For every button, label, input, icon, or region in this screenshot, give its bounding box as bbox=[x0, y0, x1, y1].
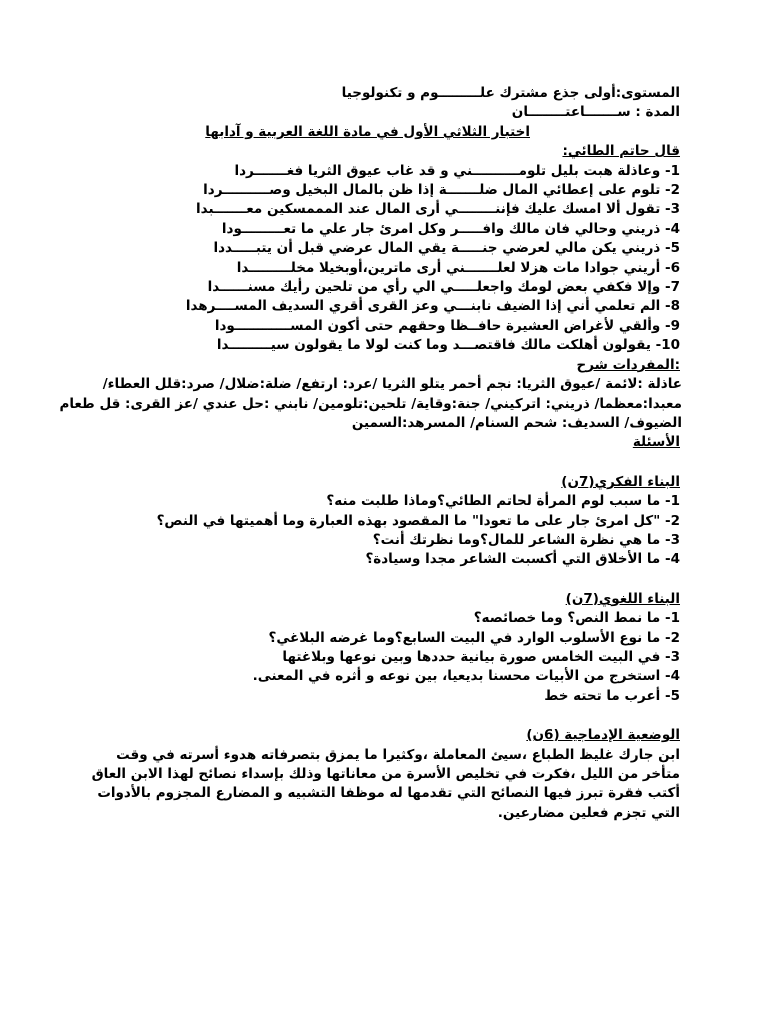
verse-line: 4- ذريني وحالي فان مالك وافـــــر وكل امرئ جار علي ما تعـــــــــودا bbox=[221, 220, 680, 237]
question-item: 4- استخرج من الأبيات محسنا بديعيا، بين نوعه و أثره في المعنى. bbox=[252, 668, 680, 685]
vocab-line: عاذلة :لائمة /عيوق الثريا: نجم أحمر يتلو الثريا /عرد: ارتفع/ ضلة:ضلال/ صرد:قلل العطاء/ bbox=[102, 376, 682, 393]
verse-line: 10- يقولون أهلكت مالك فاقتصـــد وما كنت لولا ما يقولون سيـــــــــدا bbox=[216, 337, 680, 354]
verse-line: 6- أريني جوادا مات هزلا لعلـــــــني أرى ماترين،أوبخيلا مخلـــــــــدا bbox=[236, 259, 680, 276]
poem-heading: قال حاتم الطائي: bbox=[562, 143, 680, 160]
section-heading-language: البناء اللغوي(7ن) bbox=[565, 590, 680, 607]
question-item: 5- أعرب ما تحته خط bbox=[544, 687, 680, 704]
question-item: 2- "كل امرئ جار على ما تعودا" ما المقصود بهذه العبارة وما أهميتها في النص؟ bbox=[156, 512, 680, 529]
vocab-line: الضيوف/ السديف: شحم السنام/ المسرهد:السمين bbox=[351, 414, 682, 431]
vocab-line: معبدا:معظما/ ذريني: اتركيني/ جنة:وقاية/ تلحين:تلومين/ نابني :حل عندي /عز القرى: قل طعام bbox=[59, 395, 682, 412]
question-item: 2- ما نوع الأسلوب الوارد في البيت السابع؟وما غرضه البلاغي؟ bbox=[268, 629, 680, 646]
question-item: 1- ما نمط النص؟ وما خصائصه؟ bbox=[473, 610, 680, 627]
verse-line: 8- الم تعلمي أني إذا الضيف نابنـــي وعز القرى أقري السديف المســــرهدا bbox=[185, 298, 680, 315]
questions-heading: الأسئلة bbox=[632, 434, 680, 451]
integration-task-text: ابن جارك غليظ الطباع ،سيئ المعاملة ،وكثيرا ما يمزق بتصرفاته هدوء أسرته في وقت متأخر من الليل ،فكرت في تخليص الأسرة من معاناتها وذلك بإسداء نصائح لهذا الابن العاق أكتب فقرة تبرز فيها النصائح التي تقدمها له موظفا التشبيه و المضارع المجزوم بالأدوات التي تجزم فعلين مضارعين. bbox=[91, 746, 680, 821]
verse-line: 9- وألقي لأغراض العشيرة حافــظا وحقهم حتى أكون المســــــــــــودا bbox=[214, 317, 680, 334]
poem-verses bbox=[88, 162, 680, 356]
vocab-heading: :المفردات شرح bbox=[576, 356, 680, 373]
verse-line: 5- ذريني يكن مالي لعرضي جنـــــة يقي المال عرضي قبل أن يتبـــــددا bbox=[213, 240, 680, 257]
verse-line: 3- تقول ألا امسك عليك فإننــــــــي أرى المال عند المممسكين معـــــــبدا bbox=[196, 201, 680, 218]
section-heading-integration: الوضعية الإدماجية (6ن) bbox=[526, 727, 680, 744]
verse-line: 1- وعاذلة هبت بليل تلومــــــــــني و قد غاب عيوق الثريا فغـــــــردا bbox=[234, 162, 680, 179]
verse-line: 7- وإلا فكفي بعض لومك واجعلـــــي الي رأي من تلحين رأيك مسنــــــدا bbox=[207, 279, 680, 296]
question-item: 1- ما سبب لوم المرأة لحاتم الطائي؟وماذا طلبت منه؟ bbox=[326, 493, 680, 510]
duration-line: المدة : ســـــــاعتــــــــان bbox=[511, 104, 680, 121]
question-item: 4- ما الأخلاق التي أكسبت الشاعر مجدا وسيادة؟ bbox=[365, 551, 680, 568]
question-item: 3- في البيت الخامس صورة بيانية حددها وبين نوعها وبلاغتها bbox=[282, 648, 680, 665]
section-heading-content: البناء الفكري(7ن) bbox=[561, 473, 680, 490]
level-line: المستوى:أولى جذع مشترك علـــــــــوم و تكنولوجيا bbox=[341, 85, 680, 101]
question-item: 3- ما هي نظرة الشاعر للمال؟وما نظرتك أنت؟ bbox=[372, 531, 680, 548]
verse-line: 2- تلوم على إعطائي المال ضلـــــــة إذا ظن بالمال البخيل وصــــــــــردا bbox=[203, 182, 680, 199]
exam-title: اختبار الثلاثي الأول في مادة اللغة العربية و آدابها bbox=[205, 123, 530, 140]
